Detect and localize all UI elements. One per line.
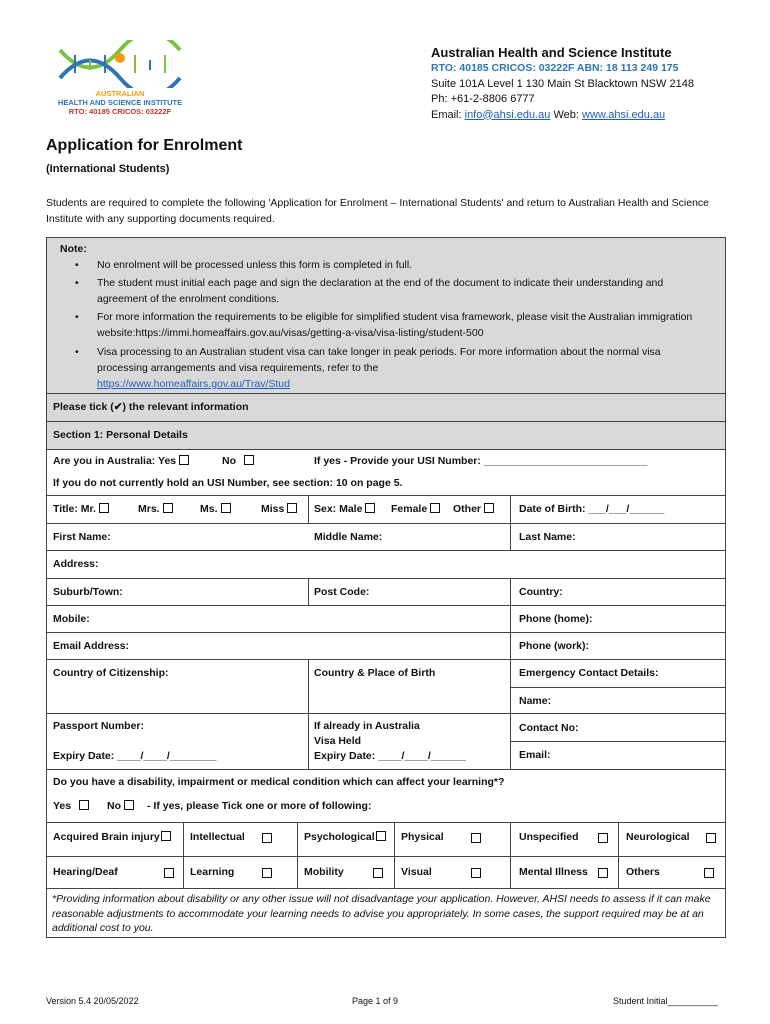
intro-text: Students are required to complete the following 'Application for Enrolment – International Students' and return to Australian Health and Science Institute with any supporting documents required. — [46, 197, 709, 225]
country-field[interactable]: Country: — [519, 586, 563, 598]
emergency-name-field[interactable]: Name: — [519, 695, 552, 707]
title-mr[interactable] — [53, 503, 109, 515]
logo-line3: RTO: 40185 CRICOS: 03222F — [68, 107, 172, 116]
bullet: • — [75, 346, 79, 358]
email-address-field[interactable]: Email Address: — [53, 640, 130, 652]
phone-home-field[interactable]: Phone (home): — [519, 613, 593, 625]
no-label: No — [222, 455, 236, 467]
checkbox-icon[interactable] — [163, 503, 173, 513]
condition-label: Intellectual — [190, 831, 245, 843]
page-subtitle: (International Students) — [46, 163, 170, 175]
in-australia-label: Are you in Australia: Yes — [53, 455, 177, 467]
checkbox-icon[interactable] — [262, 833, 272, 843]
address-field[interactable]: Address: — [53, 558, 99, 570]
in-australia-no[interactable] — [222, 455, 254, 467]
email-label: Email: — [431, 108, 465, 121]
contact-no-field[interactable]: Contact No: — [519, 722, 579, 734]
disability-no-label: No — [107, 800, 121, 812]
note-label: Note: — [60, 243, 87, 255]
org-name: Australian Health and Science Institute — [431, 45, 672, 60]
title-mrs-label: Mrs. — [138, 503, 160, 515]
if-yes-tick-label: - If yes, please Tick one or more of following: — [147, 800, 372, 812]
note-item — [97, 344, 697, 392]
sex-female-label: Female — [391, 503, 428, 515]
usi-note: If you do not currently hold an USI Number, see section: 10 on page 5. — [53, 477, 403, 489]
checkbox-icon[interactable] — [99, 503, 109, 513]
sex-female[interactable] — [391, 503, 440, 515]
phone-work-field[interactable]: Phone (work): — [519, 640, 589, 652]
visa-expiry-field[interactable]: Expiry Date: ____/____/______ — [314, 750, 466, 762]
condition-label: Hearing/Deaf — [53, 866, 118, 878]
note-item: For more information the requirements to be eligible for simplified student visa framework, please visit the Australian immigration website:https://immi.homeaffairs.gov.au/visas/getting-a-visa/visa-listing/student-500 — [97, 311, 693, 339]
dob-field[interactable]: Date of Birth: ___/___/______ — [519, 503, 665, 515]
page-title: Application for Enrolment — [46, 137, 243, 154]
suburb-field[interactable]: Suburb/Town: — [53, 586, 123, 598]
web-link[interactable]: www.ahsi.edu.au — [582, 108, 666, 121]
disability-yes-label: Yes — [53, 800, 72, 812]
checkbox-icon[interactable] — [598, 868, 608, 878]
title-ms[interactable] — [200, 503, 231, 515]
condition-unspecified[interactable] — [519, 831, 579, 843]
checkbox-icon[interactable] — [376, 831, 386, 841]
last-name-field[interactable]: Last Name: — [519, 531, 576, 543]
note-box — [46, 237, 726, 394]
disability-question: Do you have a disability, impairment or medical condition which can affect your learning*? — [53, 776, 505, 788]
condition-label: Mental Illness — [519, 866, 588, 878]
passport-field[interactable]: Passport Number: — [53, 720, 145, 732]
rto-line: RTO: 40185 CRICOS: 03222F ABN: 18 113 249 175 — [431, 62, 679, 74]
title-miss[interactable] — [261, 503, 297, 515]
tick-header: Please tick (✔) the relevant information — [53, 401, 249, 413]
checkbox-icon[interactable] — [484, 503, 494, 513]
note-item: No enrolment will be processed unless this form is completed in full. — [97, 259, 413, 271]
footer-version: Version 5.4 20/05/2022 — [46, 996, 139, 1006]
checkbox-icon[interactable] — [471, 868, 481, 878]
logo-line2: HEALTH AND SCIENCE INSTITUTE — [57, 98, 183, 107]
mobile-field[interactable]: Mobile: — [53, 613, 90, 625]
checkbox-icon[interactable] — [430, 503, 440, 513]
condition-others[interactable] — [626, 866, 660, 878]
checkbox-icon[interactable] — [161, 831, 171, 841]
note-item: The student must initial each page and sign the declaration at the end of the document to indicate their understanding and agreement of the enrolment conditions. — [97, 277, 664, 305]
checkbox-icon[interactable] — [221, 503, 231, 513]
checkbox-icon[interactable] — [365, 503, 375, 513]
condition-acquired-brain-injury[interactable] — [53, 831, 171, 843]
birth-field[interactable]: Country & Place of Birth — [314, 667, 436, 679]
condition-learning[interactable] — [190, 866, 234, 878]
post-code-field[interactable]: Post Code: — [314, 586, 370, 598]
footer-page: Page 1 of 9 — [352, 996, 399, 1006]
condition-label: Learning — [190, 866, 235, 878]
usi-number-field[interactable]: If yes - Provide your USI Number: ____________________________ — [314, 455, 648, 467]
disability-yes[interactable] — [53, 800, 89, 812]
condition-label: Unspecified — [519, 831, 579, 843]
in-australia-yes[interactable] — [53, 455, 189, 467]
checkbox-icon[interactable] — [164, 868, 174, 878]
footer-initial[interactable]: Student Initial__________ — [613, 996, 718, 1006]
title-mr-label: Title: Mr. — [53, 503, 96, 515]
note-item-text: Visa processing to an Australian student visa can take longer in peak periods. For more information about the normal visa processing arrangements and visa requirements, refer to the — [97, 346, 661, 374]
sex-male[interactable] — [314, 503, 375, 515]
checkbox-icon[interactable] — [471, 833, 481, 843]
condition-intellectual[interactable] — [190, 831, 245, 843]
condition-hearing-deaf[interactable] — [53, 866, 118, 878]
bullet: • — [75, 259, 79, 271]
first-name-field[interactable]: First Name: — [53, 531, 111, 543]
title-mrs[interactable] — [138, 503, 173, 515]
checkbox-icon[interactable] — [262, 868, 272, 878]
checkbox-icon[interactable] — [244, 455, 254, 465]
email-link[interactable]: info@ahsi.edu.au — [464, 108, 551, 121]
condition-label: Psychological — [304, 831, 375, 843]
disability-no[interactable] — [107, 800, 134, 812]
sex-male-label: Sex: Male — [314, 503, 363, 515]
condition-label: Physical — [401, 831, 444, 843]
condition-label: Acquired Brain injury — [53, 831, 160, 843]
condition-psychological[interactable] — [304, 831, 386, 843]
checkbox-icon[interactable] — [124, 800, 134, 810]
address-line: Suite 101A Level 1 130 Main St Blacktown NSW 2148 — [431, 77, 694, 90]
emergency-email-field[interactable]: Email: — [519, 749, 551, 761]
if-in-australia-label: If already in Australia — [314, 720, 420, 732]
phone-line: Ph: +61-2-8806 6777 — [431, 93, 535, 105]
condition-label: Others — [626, 866, 660, 878]
citizenship-field[interactable]: Country of Citizenship: — [53, 667, 169, 679]
bullet: • — [75, 311, 79, 323]
middle-name-field[interactable]: Middle Name: — [314, 531, 383, 543]
dna-logo-icon — [55, 40, 185, 88]
web-label: Web: — [550, 108, 583, 121]
checkbox-icon[interactable] — [79, 800, 89, 810]
condition-label: Neurological — [626, 831, 690, 843]
condition-mental-illness[interactable] — [519, 866, 588, 878]
emergency-contact-label: Emergency Contact Details: — [519, 667, 659, 679]
checkbox-icon[interactable] — [704, 868, 714, 878]
condition-mobility[interactable] — [304, 866, 344, 878]
condition-visual[interactable] — [401, 866, 432, 878]
disability-disclaimer: *Providing information about disability or any other issue will not disadvantage your application. However, AHSI needs to assess if it can make reasonable adjustments to accommodate your learning needs to advise you appropriately. In some cases, the support required may be at an additional cost to you. — [52, 893, 711, 934]
condition-label: Mobility — [304, 866, 344, 878]
section1-title: Section 1: Personal Details — [53, 429, 188, 441]
condition-label: Visual — [401, 866, 432, 878]
condition-neurological[interactable] — [626, 831, 690, 843]
homeaffairs-link[interactable]: https://www.homeaffairs.gov.au/Trav/Stud — [97, 378, 290, 390]
logo-line1: AUSTRALIAN — [95, 89, 145, 98]
checkbox-icon[interactable] — [598, 833, 608, 843]
checkbox-icon[interactable] — [373, 868, 383, 878]
passport-expiry-field[interactable]: Expiry Date: ____/____/________ — [53, 750, 217, 762]
logo — [55, 40, 185, 120]
checkbox-icon[interactable] — [179, 455, 189, 465]
visa-held-field[interactable]: Visa Held — [314, 735, 362, 747]
sex-other-label: Other — [453, 503, 482, 515]
email-web-line — [431, 108, 694, 124]
sex-other[interactable] — [453, 503, 494, 515]
header-contact — [431, 44, 694, 123]
checkbox-icon[interactable] — [706, 833, 716, 843]
title-ms-label: Ms. — [200, 503, 218, 515]
title-miss-label: Miss — [261, 503, 285, 515]
checkbox-icon[interactable] — [287, 503, 297, 513]
bullet: • — [75, 277, 79, 289]
condition-physical[interactable] — [401, 831, 444, 843]
